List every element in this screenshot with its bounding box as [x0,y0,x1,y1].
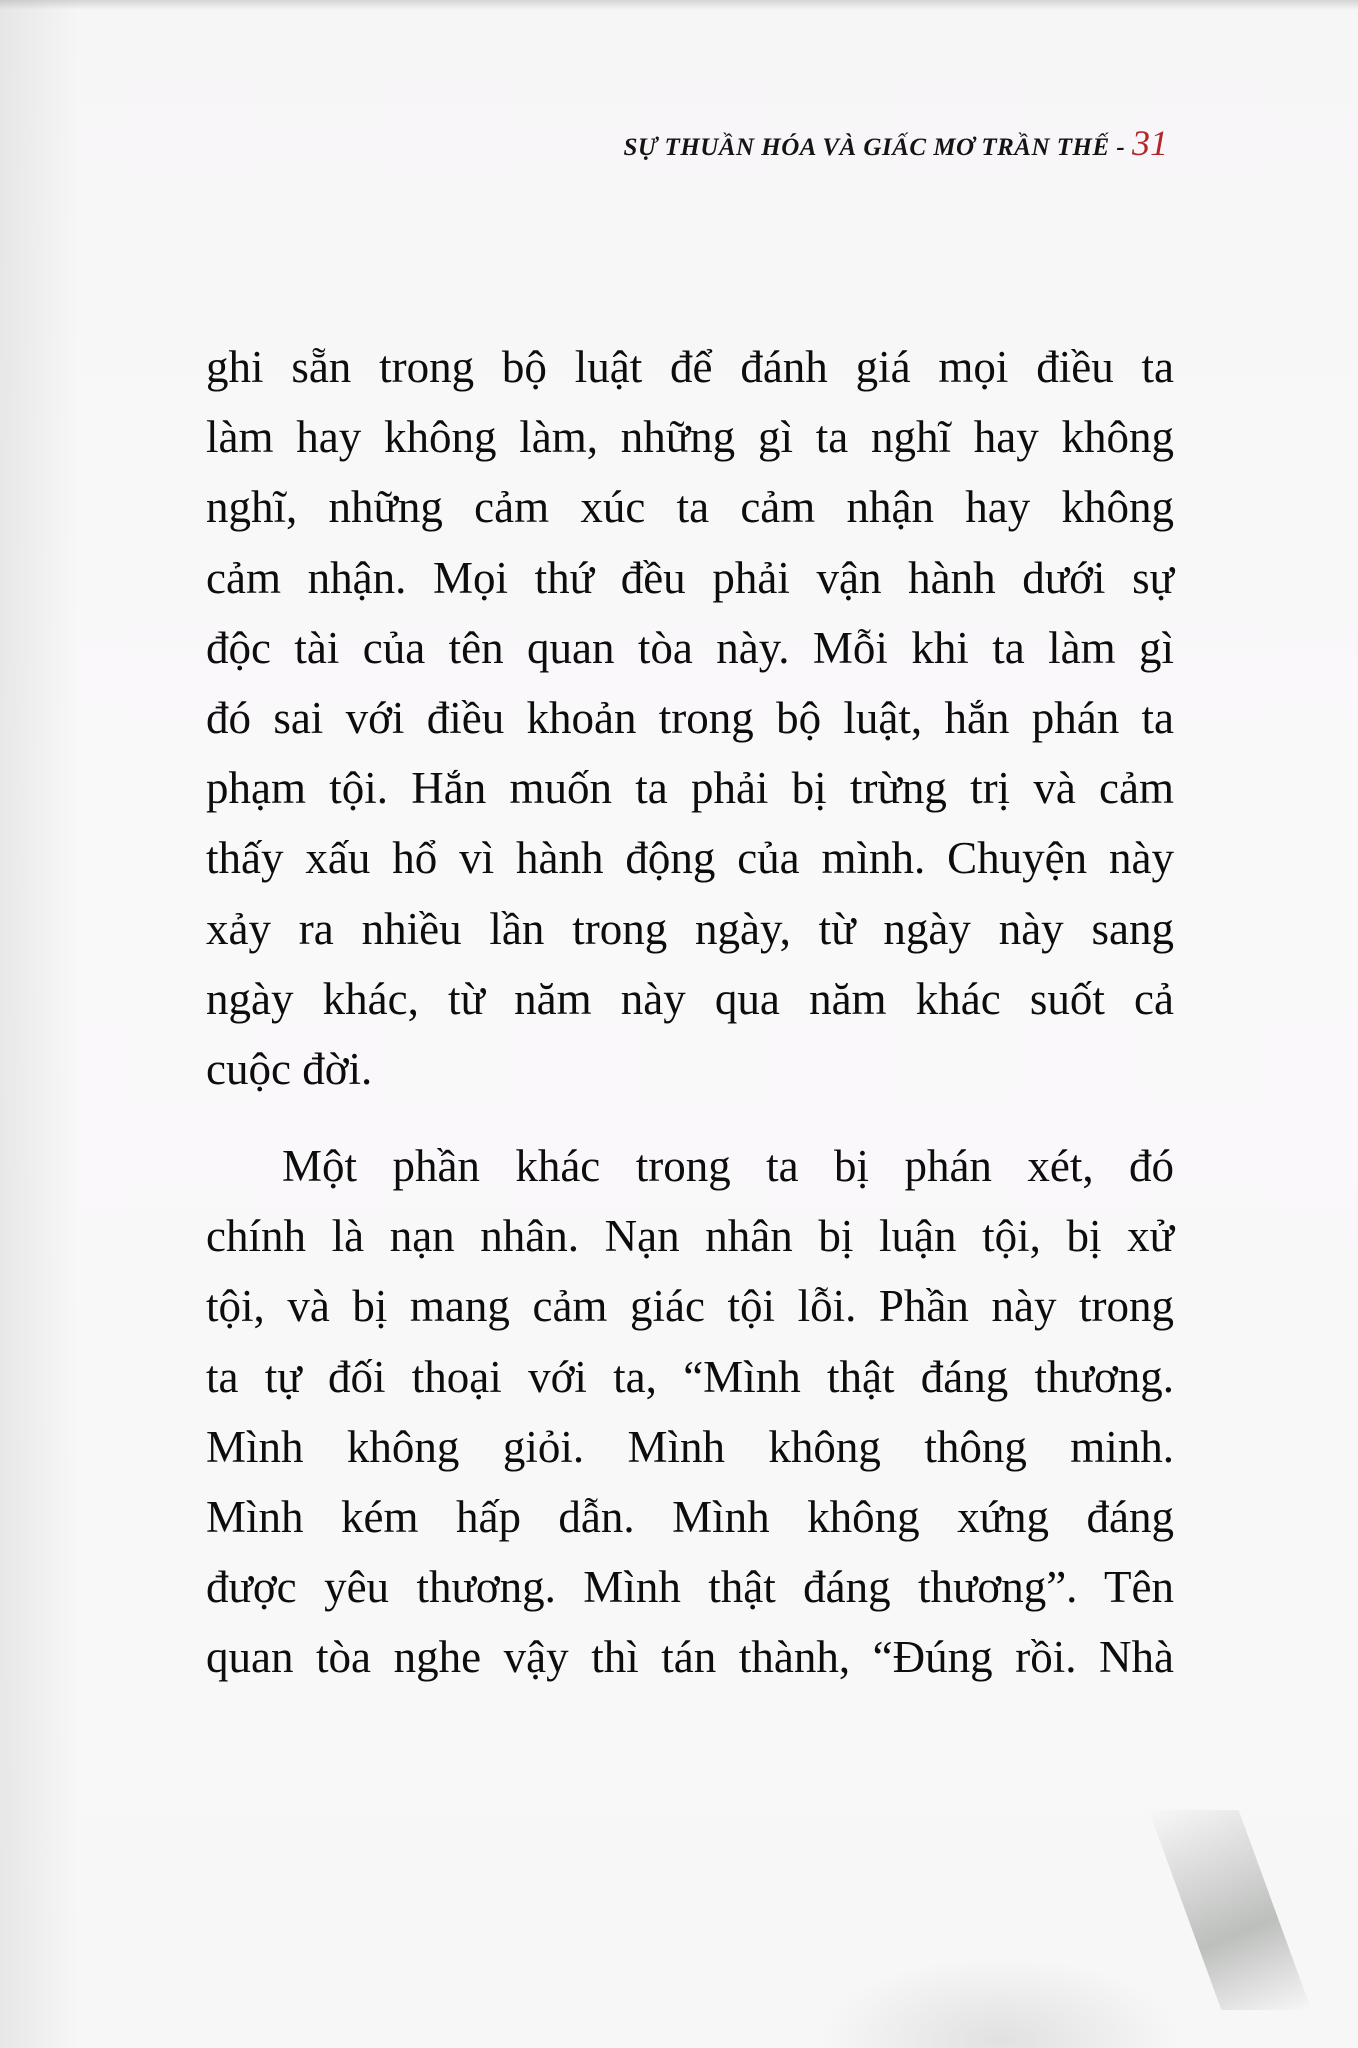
text-line: cuộc đời. [206,1043,373,1094]
paragraph-1 [206,332,1174,1104]
text-line: độc tài của tên quan tòa này. Mỗi khi ta làm gì [206,622,1174,673]
page-top-edge [0,0,1358,10]
page-edge-shadow [0,0,80,2048]
paragraph-2 [206,1131,1174,1693]
text-line: Một phần khác trong ta bị phán xét, đó [282,1141,1174,1192]
text-line: ta tự đối thoại với ta, “Mình thật đáng thương. [206,1351,1174,1402]
paper-fold-shadow [0,1800,1358,2048]
text-line: phạm tội. Hắn muốn ta phải bị trừng trị và cảm [206,763,1174,814]
body-text [206,332,1174,1693]
text-line: ghi sẵn trong bộ luật để đánh giá mọi điều ta [206,342,1174,392]
chapter-title: SỰ THUẦN HÓA VÀ GIẤC MƠ TRẦN THẾ - [623,134,1132,161]
text-line: làm hay không làm, những gì ta nghĩ hay không [206,412,1174,463]
text-line: nghĩ, những cảm xúc ta cảm nhận hay không [206,482,1174,533]
text-line: đó sai với điều khoản trong bộ luật, hắn phán ta [206,692,1174,743]
text-line: chính là nạn nhân. Nạn nhân bị luận tội, bị xử [206,1211,1174,1262]
text-line: xảy ra nhiều lần trong ngày, từ ngày này sang [206,903,1174,954]
text-line: quan tòa nghe vậy thì tán thành, “Đúng rồi. Nhà [206,1632,1174,1683]
paragraph-spacer [206,1104,1174,1131]
page-number: 31 [1132,123,1168,163]
text-line: thấy xấu hổ vì hành động của mình. Chuyện này [206,833,1174,884]
text-line: tội, và bị mang cảm giác tội lỗi. Phần này trong [206,1281,1174,1332]
text-line: Mình kém hấp dẫn. Mình không xứng đáng [206,1492,1174,1542]
text-line: cảm nhận. Mọi thứ đều phải vận hành dưới sự [206,552,1174,603]
text-line: ngày khác, từ năm này qua năm khác suốt cả [206,973,1174,1024]
text-line: Mình không giỏi. Mình không thông minh. [206,1421,1174,1472]
text-line: được yêu thương. Mình thật đáng thương”. Tên [206,1562,1174,1613]
running-header [624,122,1168,164]
